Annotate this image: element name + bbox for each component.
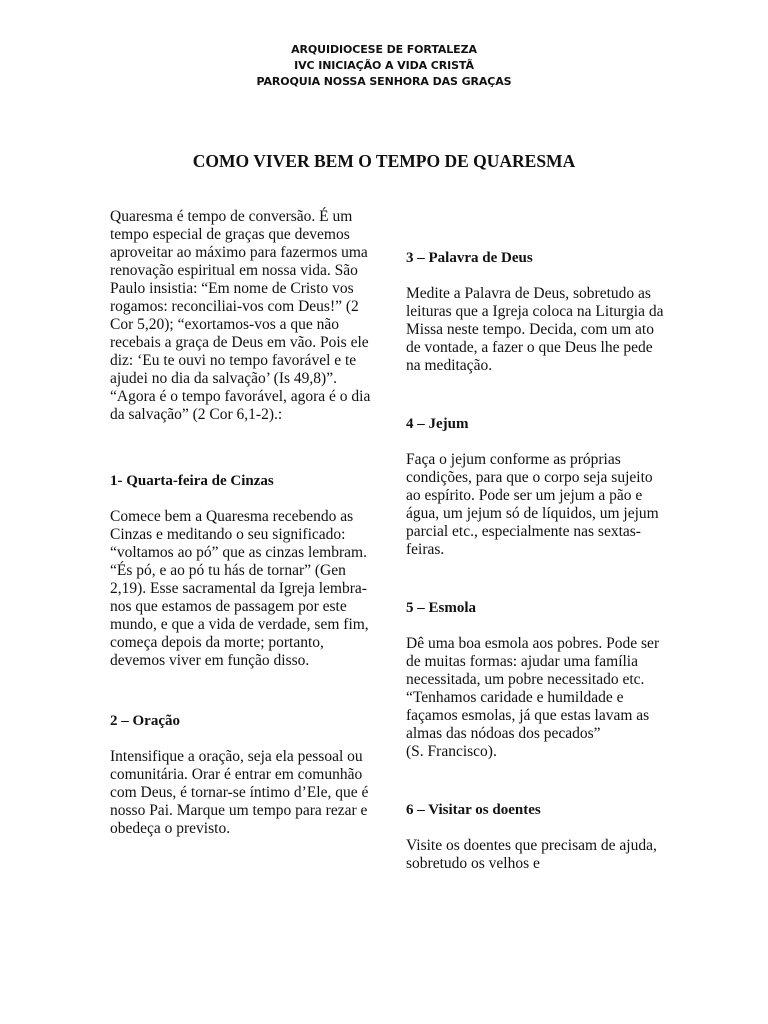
header-archdiocese: ARQUIDIOCESE DE FORTALEZA [291,43,477,56]
left-column [110,208,372,838]
document-header [0,42,768,90]
section-text-prayer: Intensifique a oração, seja ela pessoal ou comunitária. Orar é entrar em comunhão com Deus, é tornar-se íntimo d’Ele, que é nosso Pai. Marque um tempo para rezar e obedeça o previsto. [110,748,369,837]
document-title: COMO VIVER BEM O TEMPO DE QUARESMA [192,151,576,171]
section-text-ash-wednesday: Comece bem a Quaresma recebendo as Cinzas e meditando o seu significado: “voltamos ao pó” que as cinzas lembram. “És pó, e ao pó tu hás de tornar” (Gen 2,19). Esse sacramental da Igreja lembra-nos que estamos de passagem por este mundo, e que a vida de verdade, sem fim, começa depois da morte; portanto, devemos viver em função disso. [110,508,369,669]
alms-quote: “Tenhamos caridade e humildade e façamos esmolas, já que estas lavam as almas das nódoas dos pecados” [406,689,650,742]
section-heading-alms: 5 – Esmola [406,600,477,616]
section-heading-prayer: 2 – Oração [110,713,180,729]
section-text-visit-sick: Visite os doentes que precisam de ajuda, sobretudo os velhos e [406,837,657,872]
section-text-fasting: Faça o jejum conforme as próprias condições, para que o corpo seja sujeito ao espírito. Pode ser um jejum a pão e água, um jejum só de líquidos, um jejum parcial etc., especialmente nas sextas-feiras. [406,451,659,558]
intro-paragraph: Quaresma é tempo de conversão. É um tempo especial de graças que devemos aproveitar ao máximo para fazermos uma renovação espiritual em nossa vida. São Paulo insistia: “Em nome de Cristo vos rogamos: reconciliai-vos com Deus!” (2 Cor 5,20); “exortamos-vos a que não recebais a graça de Deus em vão. Pois ele diz: ‘Eu te ouvi no tempo favorável e te ajudei no dia da salvação’ (Is 49,8)”. “Agora é o tempo favorável, agora é o dia da salvação” (2 Cor 6,1-2).: [110,208,371,423]
header-parish: PAROQUIA NOSSA SENHORA DAS GRAÇAS [256,75,512,88]
section-heading-visit-sick: 6 – Visitar os doentes [406,802,541,818]
section-text-word-of-god: Medite a Palavra de Deus, sobretudo as leituras que a Igreja coloca na Liturgia da Missa neste tempo. Decida, com um ato de vontade, a fazer o que Deus lhe pede na meditação. [406,285,664,374]
section-heading-ash-wednesday: 1- Quarta-feira de Cinzas [110,473,274,489]
right-column [406,249,668,873]
section-text-alms: Dê uma boa esmola aos pobres. Pode ser de muitas formas: ajudar uma família necessitada, um pobre necessitado etc. [406,635,660,688]
header-ivc: IVC INICIAÇÃO A VIDA CRISTÃ [294,59,474,72]
section-heading-fasting: 4 – Jejum [406,416,469,432]
alms-quote-source: (S. Francisco). [406,743,497,760]
section-heading-word-of-god: 3 – Palavra de Deus [406,250,533,266]
